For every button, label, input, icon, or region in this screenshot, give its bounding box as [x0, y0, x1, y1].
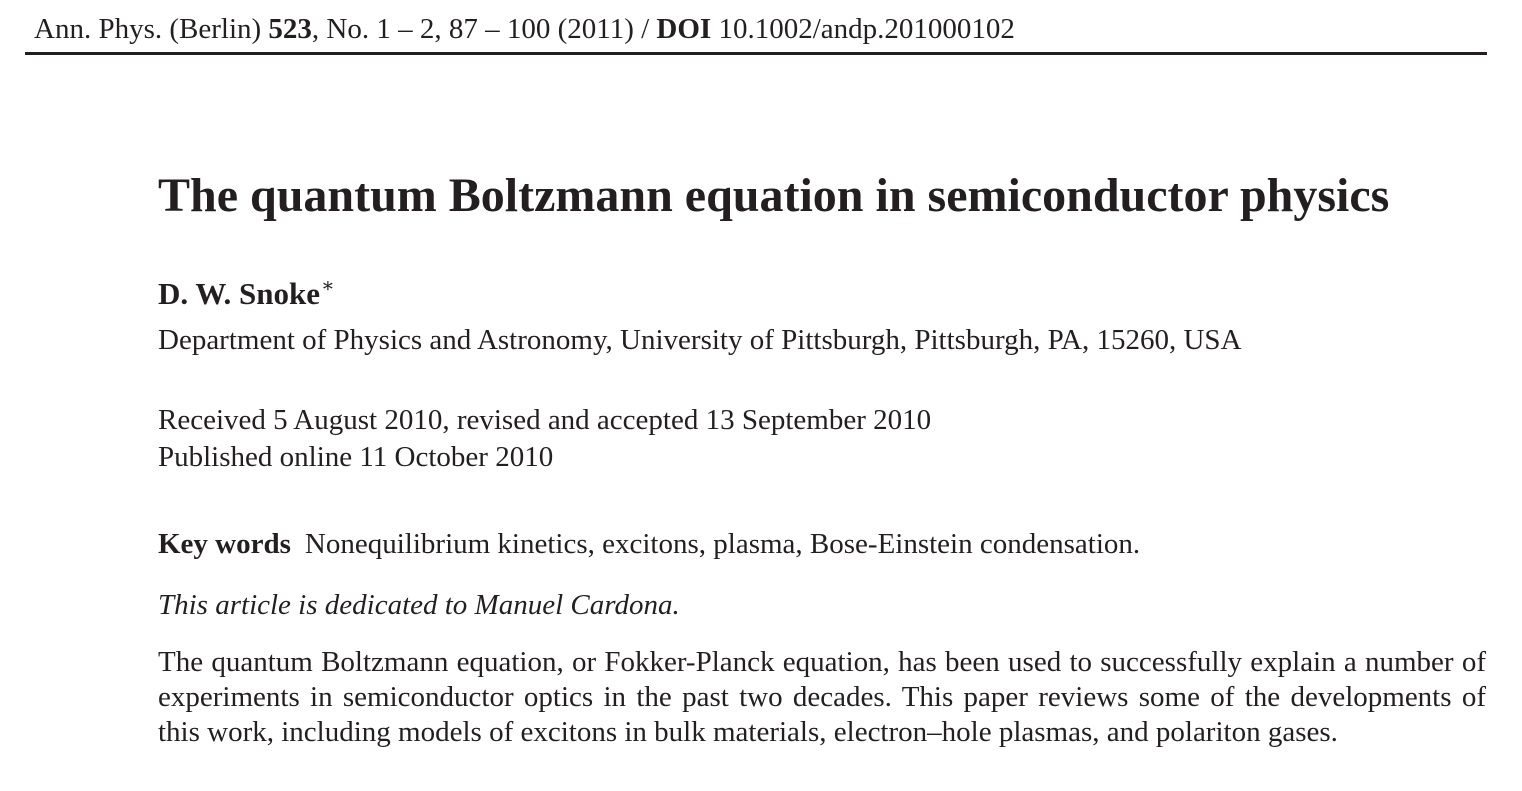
affiliation: Department of Physics and Astronomy, University of Pittsburgh, Pittsburgh, PA, 15260, USA: [158, 324, 1242, 356]
running-header: [34, 11, 1015, 47]
header-rule: [25, 52, 1487, 55]
author-name: D. W. Snoke: [158, 276, 320, 311]
published-date: Published online 11 October 2010: [158, 441, 554, 473]
journal-name: Ann. Phys. (Berlin): [34, 13, 262, 45]
keywords-text: Nonequilibrium kinetics, excitons, plasma, Bose-Einstein condensation.: [304, 528, 1141, 560]
keywords-label: Key words: [158, 528, 291, 560]
author: [158, 266, 335, 314]
journal-volume: 523: [268, 13, 312, 45]
doi-label: DOI: [656, 13, 712, 45]
author-footnote-marker[interactable]: ∗: [320, 275, 335, 297]
publication-dates: [158, 402, 931, 476]
issue-pages: , No. 1 – 2, 87 – 100 (2011) /: [311, 13, 657, 45]
doi-link[interactable]: 10.1002/andp.201000102: [718, 13, 1015, 45]
received-date: Received 5 August 2010, revised and accepted 13 September 2010: [158, 404, 932, 436]
dedication: This article is dedicated to Manuel Cardona.: [158, 589, 680, 621]
abstract: The quantum Boltzmann equation, or Fokker-Planck equation, has been used to successfully explain a number of experiments in semiconductor optics in the past two decades. This paper reviews some of the developments of this work, including models of excitons in bulk materials, electron–hole plasmas, and polariton gases.: [158, 646, 1486, 748]
keywords: [158, 526, 1140, 562]
paper-title: The quantum Boltzmann equation in semiconductor physics: [158, 169, 1390, 222]
